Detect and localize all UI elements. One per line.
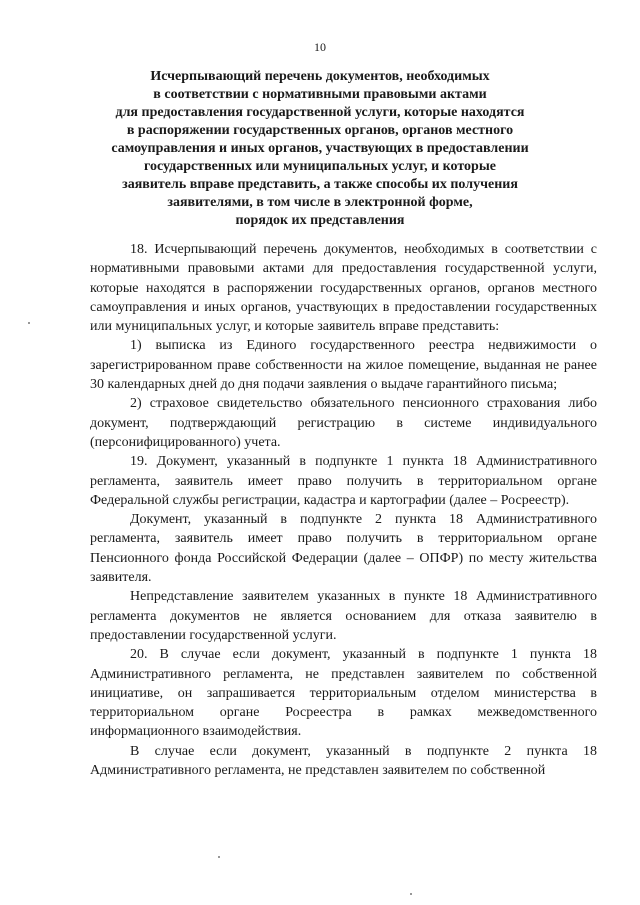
paragraph-19-document-2: Документ, указанный в подпункте 2 пункта 18 Административного регламента, заявитель имеет право получить в территориальном органе Пенсионного фонда Российской Федерации (далее – ОПФР) по месту жительства заявителя. (90, 512, 597, 586)
scan-speck (28, 322, 30, 324)
heading-line: самоуправления и иных органов, участвующих в предоставлении (111, 141, 529, 156)
heading-line: порядок их представления (235, 213, 405, 228)
list-item-2: 2) страховое свидетельство обязательного пенсионного страхования либо документ, подтверждающий регистрацию в системе индивидуального (персонифицированного) учета. (90, 396, 597, 450)
list-item-1: 1) выписка из Единого государственного реестра недвижимости о зарегистрированном праве собственности на жилое помещение, выданная не ранее 30 календарных дней до дня подачи заявления о выдаче гарантийного письма; (90, 338, 597, 393)
page-number: 10 (314, 40, 326, 54)
paragraph-20-document-2: В случае если документ, указанный в подпункте 2 пункта 18 Административного регламента, не представлен заявителем по собственной (90, 743, 597, 779)
heading-line: заявителями, в том числе в электронной форме, (167, 195, 473, 210)
scan-speck (218, 856, 220, 858)
heading-line: для предоставления государственной услуги, которые находятся (115, 105, 525, 120)
paragraph-20: 20. В случае если документ, указанный в подпункте 1 пункта 18 Административного регламента, не представлен заявителем по собственной инициативе, он запрашивается территориальным отделом министерства в территориальном органе Росреестра в рамках межведомственного информационного взаимодействия. (90, 647, 597, 740)
heading-line: в распоряжении государственных органов, органов местного (126, 123, 514, 138)
heading-line: заявитель вправе представить, а также способы их получения (122, 177, 518, 192)
heading-line: государственных или муниципальных услуг, и которые (144, 159, 496, 174)
paragraph-19: 19. Документ, указанный в подпункте 1 пункта 18 Административного регламента, заявитель имеет право получить в территориальном органе Федеральной службы регистрации, кадастра и картографии (далее – Росреестр). (90, 454, 597, 508)
heading-line: в соответствии с нормативными правовыми актами (153, 87, 487, 102)
scan-speck (410, 893, 412, 895)
paragraph-18: 18. Исчерпывающий перечень документов, необходимых в соответствии с нормативными правовыми актами для предоставления государственной услуги, которые находятся в распоряжении государственных органов, органов местного самоуправления и иных органов, участвующих в предоставлении государственных или муниципальных услуг, и которые заявитель вправе представить: (90, 242, 597, 335)
section-heading (90, 68, 550, 230)
paragraph-19-non-submission: Непредставление заявителем указанных в пункте 18 Административного регламента документов не является основанием для отказа заявителю в предоставлении государственной услуги. (90, 589, 597, 643)
heading-line: Исчерпывающий перечень документов, необходимых (150, 69, 490, 84)
body-text (90, 240, 597, 780)
